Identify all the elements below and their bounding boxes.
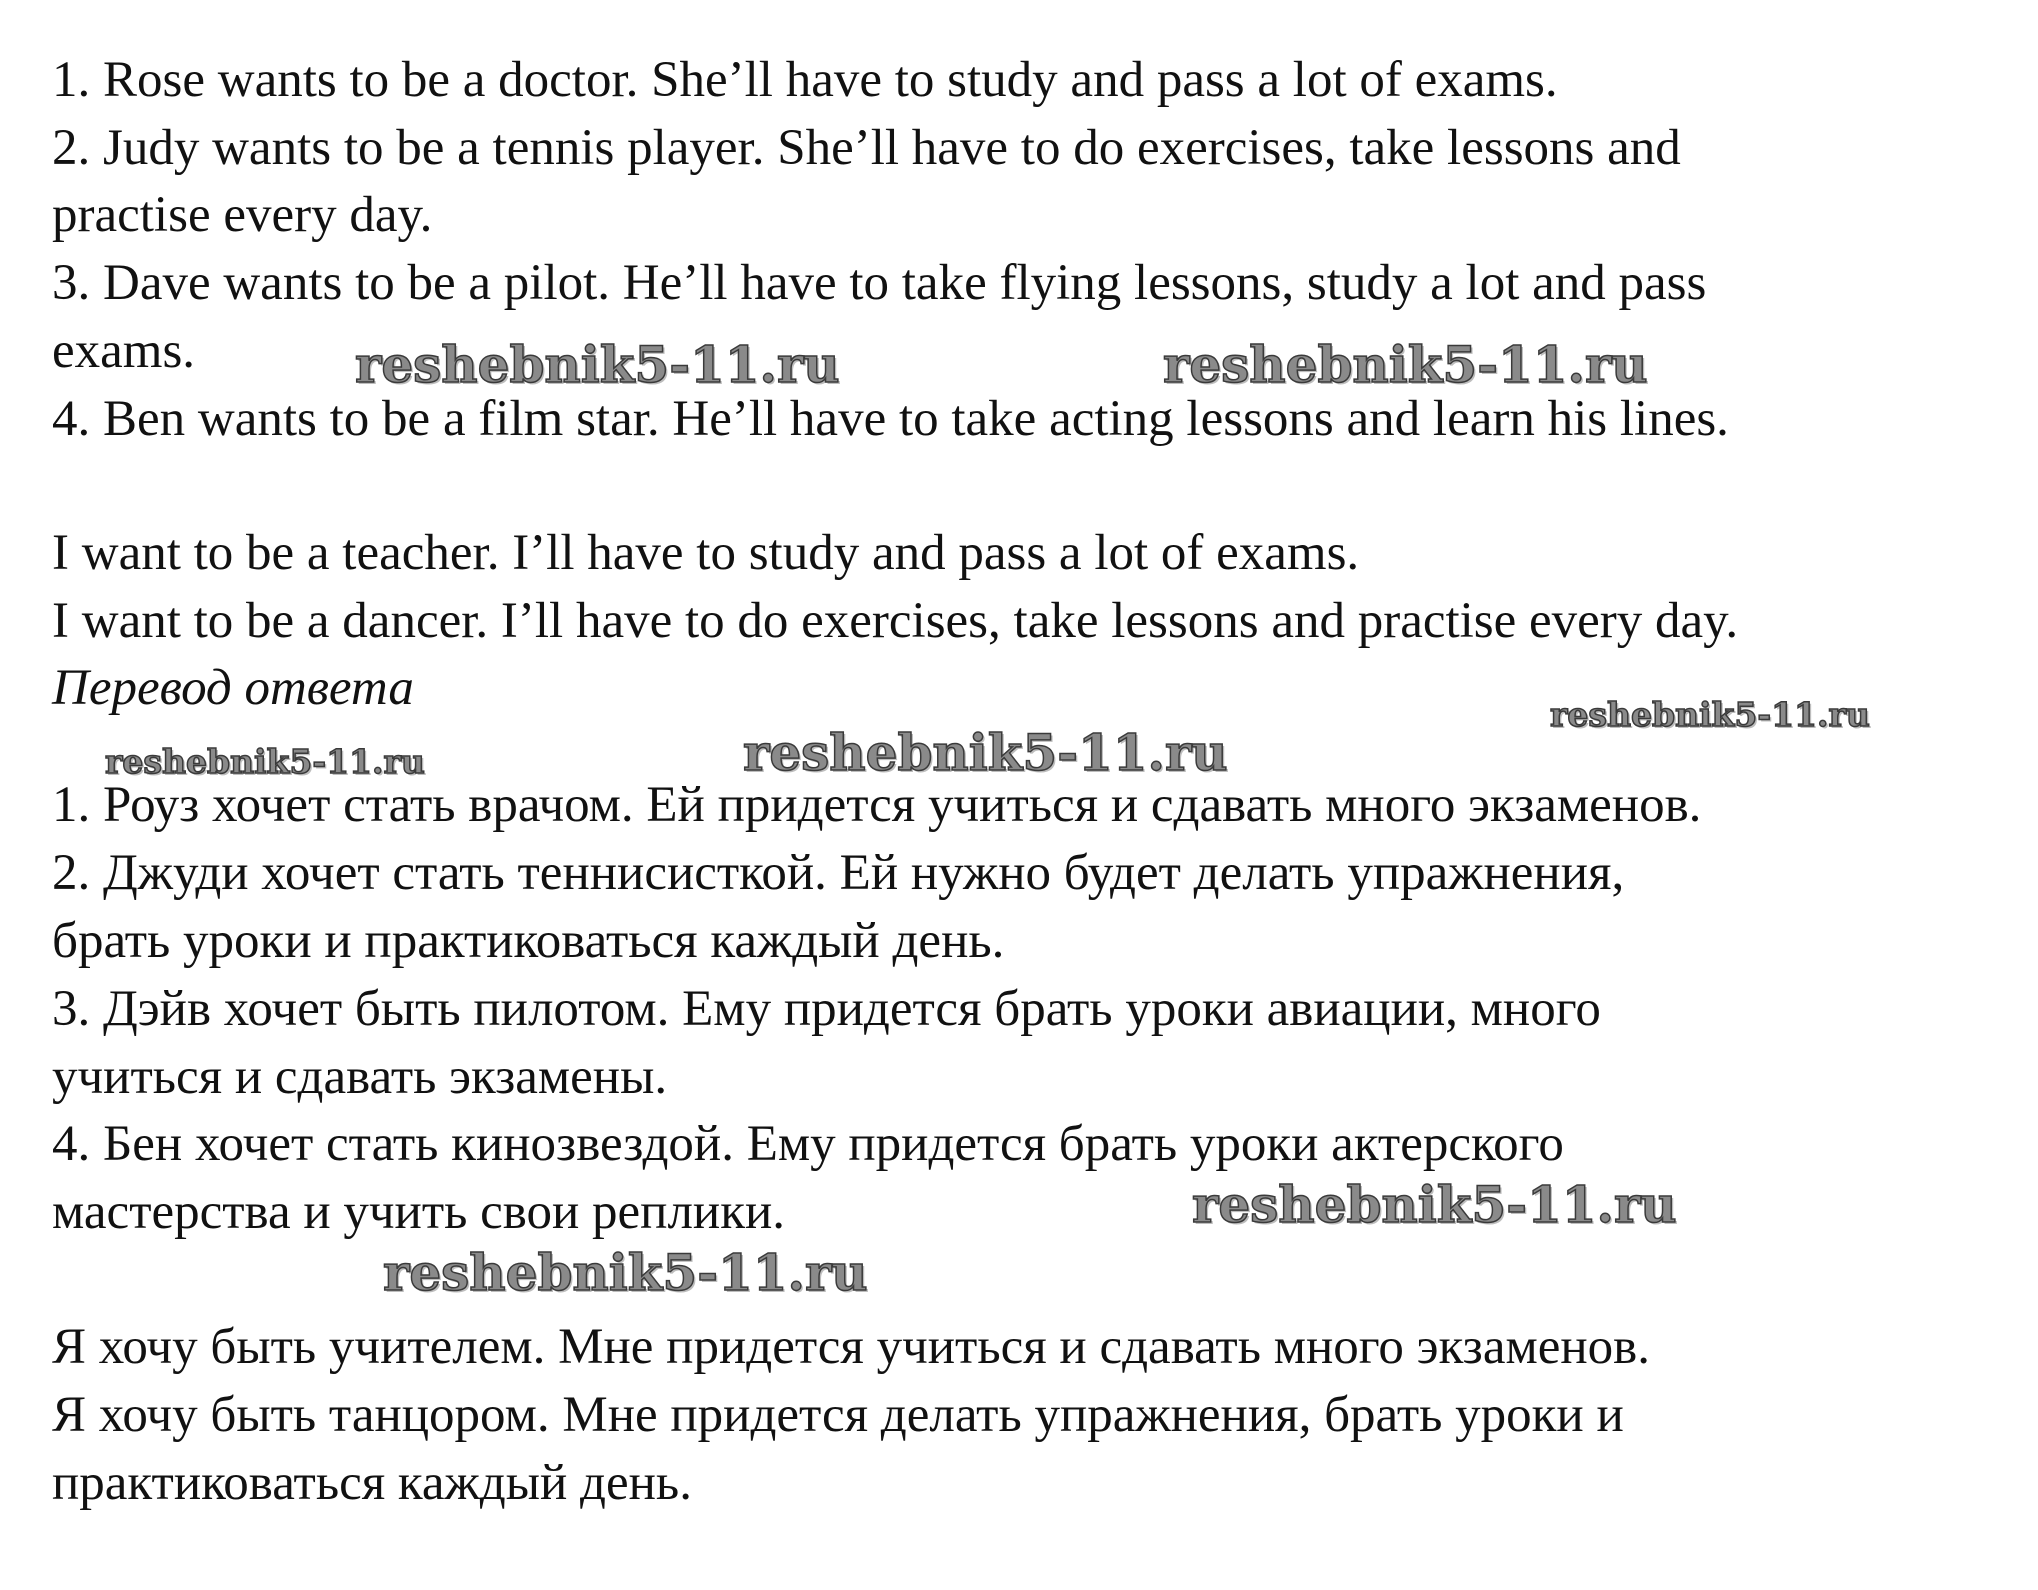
translation-line-7: мастерства и учить свои реплики. xyxy=(52,1184,786,1240)
english-line-1: 1. Rose wants to be a doctor. She’ll have to study and pass a lot of exams. xyxy=(52,52,1558,108)
english-line-4: 3. Dave wants to be a pilot. He’ll have to take flying lessons, study a lot and pass xyxy=(52,255,1707,311)
watermark: reshebnik5-11.ru xyxy=(1192,1175,1677,1234)
english-line-7: I want to be a teacher. I’ll have to study and pass a lot of exams. xyxy=(52,525,1360,581)
english-line-6: 4. Ben wants to be a film star. He’ll have to take acting lessons and learn his lines. xyxy=(52,391,1729,447)
translation-heading: Перевод ответа xyxy=(52,660,414,716)
translation-line-9: Я хочу быть танцором. Мне придется делать упражнения, брать уроки и xyxy=(52,1387,1624,1443)
watermark: reshebnik5-11.ru xyxy=(383,1243,868,1302)
translation-line-3: брать уроки и практиковаться каждый день. xyxy=(52,913,1005,969)
translation-line-2: 2. Джуди хочет стать теннисисткой. Ей нужно будет делать упражнения, xyxy=(52,845,1625,901)
translation-line-8: Я хочу быть учителем. Мне придется учиться и сдавать много экзаменов. xyxy=(52,1319,1650,1375)
translation-line-5: учиться и сдавать экзамены. xyxy=(52,1049,668,1105)
english-line-3: practise every day. xyxy=(52,187,433,243)
watermark: reshebnik5-11.ru xyxy=(743,723,1228,782)
translation-line-1: 1. Роуз хочет стать врачом. Ей придется учиться и сдавать много экзаменов. xyxy=(52,777,1702,833)
english-line-2: 2. Judy wants to be a tennis player. She’ll have to do exercises, take lessons and xyxy=(52,120,1681,176)
translation-line-6: 4. Бен хочет стать кинозвездой. Ему придется брать уроки актерского xyxy=(52,1116,1564,1172)
watermark: reshebnik5-11.ru xyxy=(355,335,840,394)
translation-line-10: практиковаться каждый день. xyxy=(52,1455,692,1511)
watermark: reshebnik5-11.ru xyxy=(105,742,425,781)
watermark: reshebnik5-11.ru xyxy=(1550,695,1870,734)
english-line-5: exams. xyxy=(52,323,196,379)
english-line-8: I want to be a dancer. I’ll have to do exercises, take lessons and practise every day. xyxy=(52,593,1739,649)
watermark: reshebnik5-11.ru xyxy=(1163,335,1648,394)
translation-line-4: 3. Дэйв хочет быть пилотом. Ему придется брать уроки авиации, много xyxy=(52,981,1601,1037)
